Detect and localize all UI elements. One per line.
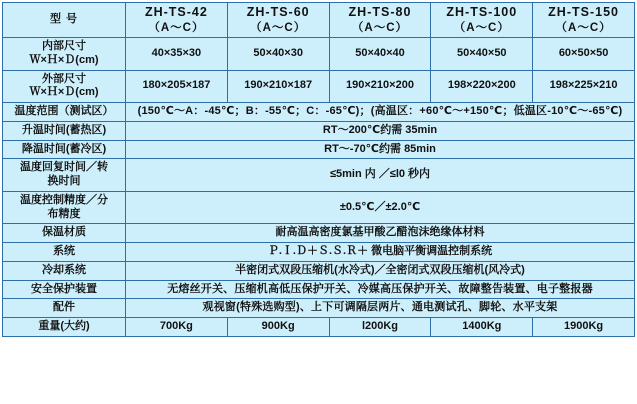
- header-model-4-name: ZH-TS-100: [446, 5, 518, 19]
- internal-dim-5: 60×50×50: [533, 38, 635, 71]
- row-label-accessories: 配件: [3, 299, 126, 318]
- header-model-2-name: ZH-TS-60: [246, 5, 310, 19]
- header-model-3-name: ZH-TS-80: [348, 5, 412, 19]
- header-model-5-range: （A～C）: [555, 21, 612, 34]
- row-label-external-dimensions: [3, 70, 126, 103]
- weight-1: 700Kg: [126, 318, 228, 337]
- value-temperature-range: (150℃～A：-45℃；B：-55℃；C：-65℃)；(高温区：+60℃～+150℃；低温区-10℃～-65℃): [126, 103, 635, 122]
- row-label-heating-time: 升温时间(蓄热区): [3, 121, 126, 140]
- row-label-accuracy-line2: 布精度: [47, 207, 81, 220]
- row-label-system: 系统: [3, 243, 126, 262]
- value-recovery-time: ≤5min 内 ／≤l0 秒内: [126, 159, 635, 192]
- external-dim-1: 180×205×187: [126, 70, 228, 103]
- external-dim-5: 198×225×210: [533, 70, 635, 103]
- row-label-recovery-line1: 温度回复时间／转: [20, 161, 108, 174]
- weight-2: 900Kg: [227, 318, 329, 337]
- table-row-external-dimensions: [3, 70, 635, 103]
- header-model-2: [227, 3, 329, 38]
- internal-dim-4: 50×40×50: [431, 38, 533, 71]
- value-cooling-system: 半密闭式双段压缩机(水冷式)／全密闭式双段压缩机(风冷式): [126, 261, 635, 280]
- row-label-insulation-material: 保温材质: [3, 224, 126, 243]
- row-label-external-line2: Ｗ×Ｈ×Ｄ(cm): [29, 86, 99, 99]
- header-model-label: 型 号: [3, 3, 126, 38]
- row-label-external-line1: 外部尺寸: [42, 72, 86, 85]
- weight-3: l200Kg: [329, 318, 431, 337]
- header-model-1-range: （A～C）: [148, 21, 205, 34]
- row-label-accuracy: [3, 191, 126, 224]
- row-label-internal-line2: Ｗ×Ｈ×Ｄ(cm): [29, 53, 99, 66]
- table-row-accuracy: [3, 191, 635, 224]
- internal-dim-1: 40×35×30: [126, 38, 228, 71]
- table-row-insulation-material: [3, 224, 635, 243]
- table-row-safety-devices: [3, 280, 635, 299]
- value-safety-devices: 无熔丝开关、压缩机高低压保护开关、冷媒高压保护开关、故障整告装置、电子整报器: [126, 280, 635, 299]
- value-accuracy: ±0.5℃／±2.0℃: [126, 191, 635, 224]
- header-model-3: [329, 3, 431, 38]
- table-row-temperature-range: [3, 103, 635, 122]
- table-row-accessories: [3, 299, 635, 318]
- external-dim-2: 190×210×187: [227, 70, 329, 103]
- header-model-3-range: （A～C）: [351, 21, 409, 34]
- weight-4: 1400Kg: [431, 318, 533, 337]
- header-model-4-range: （A～C）: [453, 21, 510, 34]
- row-label-recovery-time: [3, 159, 126, 192]
- header-model-2-range: （A～C）: [250, 21, 307, 34]
- header-model-1: [126, 3, 228, 38]
- table-row-weight: [3, 318, 635, 337]
- row-label-cooling-system: 冷却系统: [3, 261, 126, 280]
- row-label-recovery-line2: 换时间: [47, 175, 81, 187]
- table-header-row: [3, 3, 635, 38]
- specification-table: [2, 2, 635, 337]
- table-row-heating-time: [3, 121, 635, 140]
- internal-dim-3: 50×40×40: [329, 38, 431, 71]
- table-row-cooling-time: [3, 140, 635, 159]
- row-label-cooling-time: 降温时间(蓄冷区): [3, 140, 126, 159]
- table-row-system: [3, 243, 635, 262]
- value-accessories: 观视窗(特殊选购型)、上下可调隔层两片、通电测试孔、脚轮、水平支架: [126, 299, 635, 318]
- header-model-1-name: ZH-TS-42: [144, 5, 208, 19]
- header-model-5: [533, 3, 635, 38]
- header-model-5-name: ZH-TS-150: [548, 5, 619, 19]
- external-dim-4: 198×220×200: [431, 70, 533, 103]
- row-label-weight: 重量(大约): [3, 318, 126, 337]
- value-insulation-material: 耐高温高密度氯基甲酸乙醋泡沫绝缘体材料: [126, 224, 635, 243]
- header-model-4: [431, 3, 533, 38]
- value-system: Ｐ.Ｉ.Ｄ＋Ｓ.Ｓ.Ｒ＋ 微电脑平衡调温控制系统: [126, 243, 635, 262]
- external-dim-3: 190×210×200: [329, 70, 431, 103]
- internal-dim-2: 50×40×30: [227, 38, 329, 71]
- table-row-internal-dimensions: [3, 38, 635, 71]
- row-label-safety-devices: 安全保护装置: [3, 280, 126, 299]
- value-heating-time: RT～200℃约需 35min: [126, 121, 635, 140]
- row-label-internal-dimensions: [3, 38, 126, 71]
- row-label-internal-line1: 内部尺寸: [42, 40, 86, 52]
- table-row-cooling-system: [3, 261, 635, 280]
- value-cooling-time: RT～-70℃约需 85min: [126, 140, 635, 159]
- weight-5: 1900Kg: [533, 318, 635, 337]
- row-label-accuracy-line1: 温度控制精度／分: [20, 193, 108, 206]
- row-label-temperature-range: 温度范围（测试区）: [3, 103, 126, 122]
- table-row-recovery-time: [3, 159, 635, 192]
